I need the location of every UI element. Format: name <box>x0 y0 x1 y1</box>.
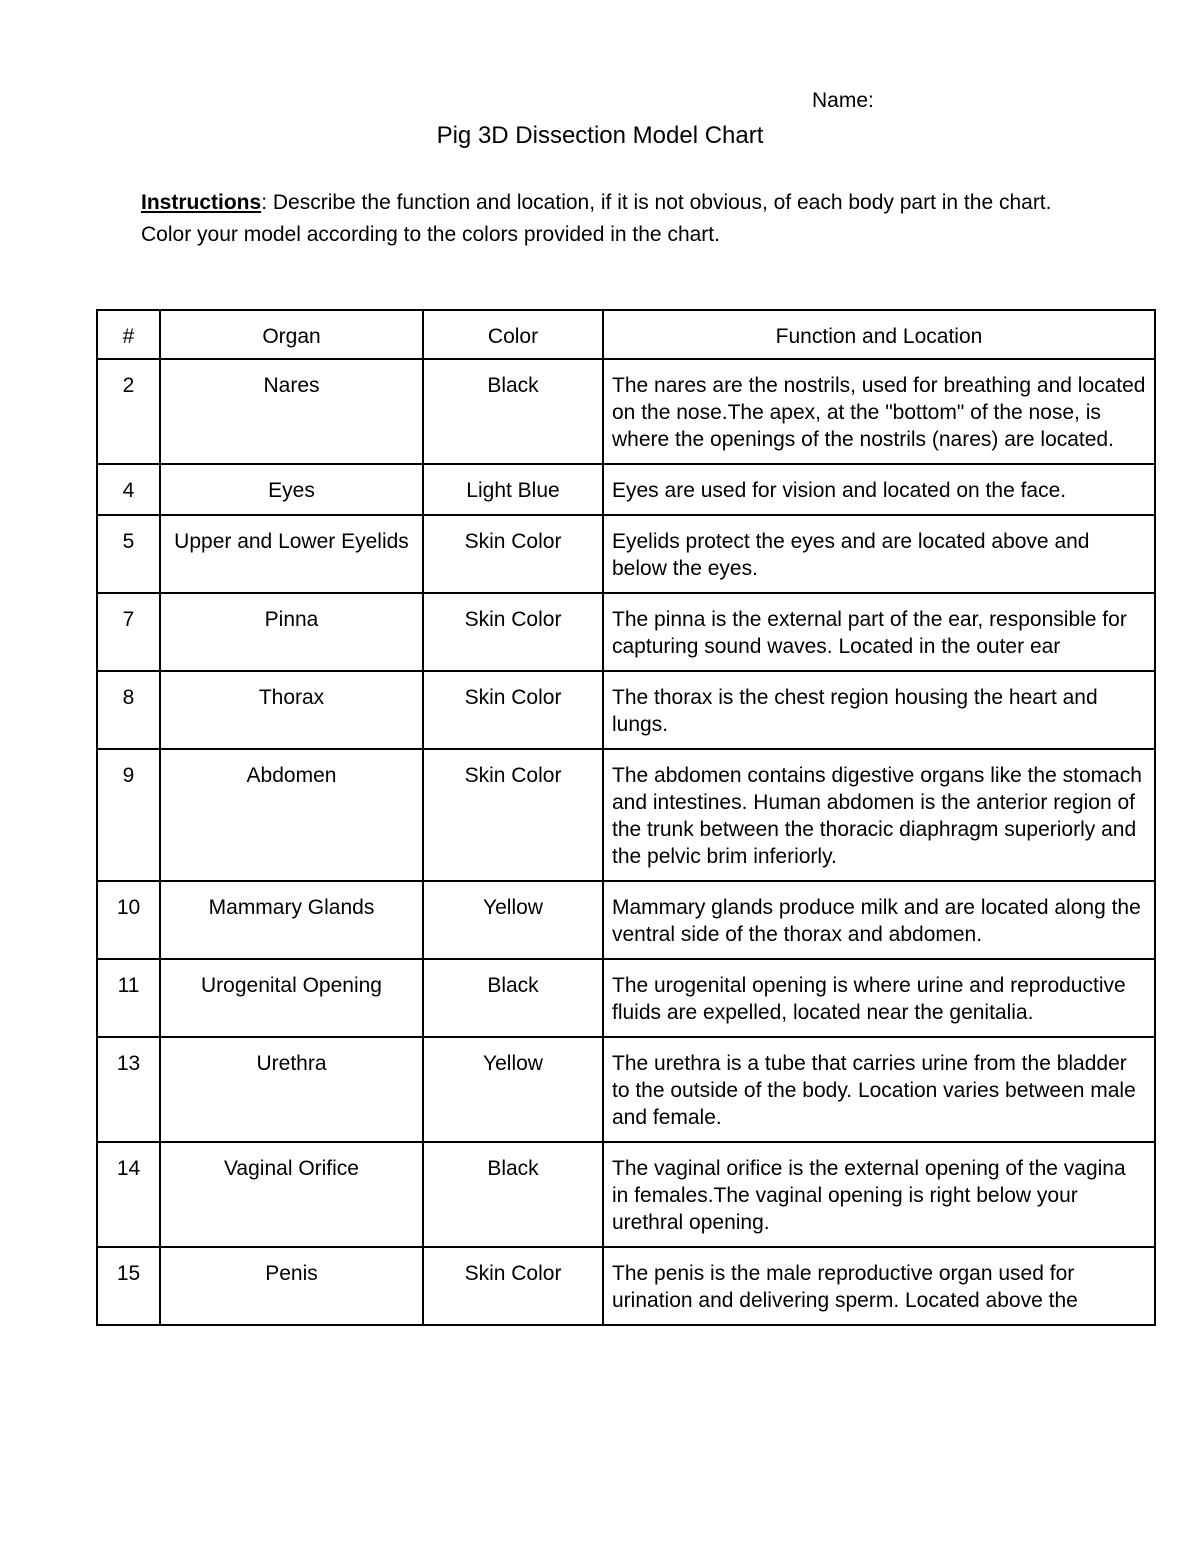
header-organ: Organ <box>160 310 423 359</box>
cell-function: The abdomen contains digestive organs like the stomach and intestines. Human abdomen is the anterior region of the trunk between the thoracic diaphragm superiorly and the pelvic brim inferiorly. <box>603 749 1155 881</box>
cell-num: 14 <box>97 1142 160 1247</box>
header-function: Function and Location <box>603 310 1155 359</box>
cell-num: 7 <box>97 593 160 671</box>
table-row <box>97 1247 1155 1325</box>
dissection-chart-table <box>96 309 1156 1326</box>
table-row <box>97 881 1155 959</box>
cell-organ: Mammary Glands <box>160 881 423 959</box>
cell-num: 4 <box>97 464 160 515</box>
cell-organ: Urethra <box>160 1037 423 1142</box>
cell-organ: Vaginal Orifice <box>160 1142 423 1247</box>
instructions-paragraph <box>141 187 1101 251</box>
table-row <box>97 1142 1155 1247</box>
cell-color: Skin Color <box>423 671 603 749</box>
cell-num: 13 <box>97 1037 160 1142</box>
header-color: Color <box>423 310 603 359</box>
cell-function: The pinna is the external part of the ear, responsible for capturing sound waves. Located in the outer ear <box>603 593 1155 671</box>
cell-organ: Upper and Lower Eyelids <box>160 515 423 593</box>
cell-num: 8 <box>97 671 160 749</box>
cell-function: The urethra is a tube that carries urine from the bladder to the outside of the body. Location varies between male and female. <box>603 1037 1155 1142</box>
cell-function: The urogenital opening is where urine and reproductive fluids are expelled, located near the genitalia. <box>603 959 1155 1037</box>
table-row <box>97 749 1155 881</box>
table-row <box>97 593 1155 671</box>
table-row <box>97 1037 1155 1142</box>
cell-color: Black <box>423 1142 603 1247</box>
cell-color: Light Blue <box>423 464 603 515</box>
cell-organ: Urogenital Opening <box>160 959 423 1037</box>
instructions-lead: Instructions <box>141 191 262 214</box>
cell-function <box>603 1247 1155 1325</box>
table-row <box>97 359 1155 464</box>
cell-function: Eyes are used for vision and located on the face. <box>603 464 1155 515</box>
table-row <box>97 959 1155 1037</box>
cell-num: 2 <box>97 359 160 464</box>
cell-color: Yellow <box>423 1037 603 1142</box>
cell-num: 11 <box>97 959 160 1037</box>
cell-num: 10 <box>97 881 160 959</box>
cell-function: The nares are the nostrils, used for breathing and located on the nose.The apex, at the "bottom" of the nose, is where the openings of the nostrils (nares) are located. <box>603 359 1155 464</box>
cell-num: 15 <box>97 1247 160 1325</box>
table-row <box>97 464 1155 515</box>
cell-organ: Abdomen <box>160 749 423 881</box>
cell-color: Skin Color <box>423 515 603 593</box>
cell-function: Eyelids protect the eyes and are located above and below the eyes. <box>603 515 1155 593</box>
cell-color: Black <box>423 959 603 1037</box>
name-label: Name: <box>812 89 874 112</box>
instructions-text: : Describe the function and location, if it is not obvious, of each body part in the chart. Color your model according to the colors provided in the chart. <box>141 191 1052 246</box>
cell-function-text: The penis is the male reproductive organ used for urination and delivering sperm. Located above the <box>612 1262 1078 1312</box>
cell-color: Skin Color <box>423 1247 603 1325</box>
page-title: Pig 3D Dissection Model Chart <box>436 122 764 149</box>
header-num: # <box>97 310 160 359</box>
cell-function: Mammary glands produce milk and are located along the ventral side of the thorax and abdomen. <box>603 881 1155 959</box>
cell-organ: Thorax <box>160 671 423 749</box>
cell-color: Black <box>423 359 603 464</box>
cell-color: Yellow <box>423 881 603 959</box>
cell-organ: Eyes <box>160 464 423 515</box>
cell-color: Skin Color <box>423 749 603 881</box>
cell-organ: Penis <box>160 1247 423 1325</box>
table-header-row <box>97 310 1155 359</box>
cell-organ: Pinna <box>160 593 423 671</box>
cell-color: Skin Color <box>423 593 603 671</box>
cell-num: 5 <box>97 515 160 593</box>
cell-organ: Nares <box>160 359 423 464</box>
cell-function: The thorax is the chest region housing the heart and lungs. <box>603 671 1155 749</box>
table-row <box>97 515 1155 593</box>
table-row <box>97 671 1155 749</box>
cell-num: 9 <box>97 749 160 881</box>
cell-function: The vaginal orifice is the external opening of the vagina in females.The vaginal opening is right below your urethral opening. <box>603 1142 1155 1247</box>
